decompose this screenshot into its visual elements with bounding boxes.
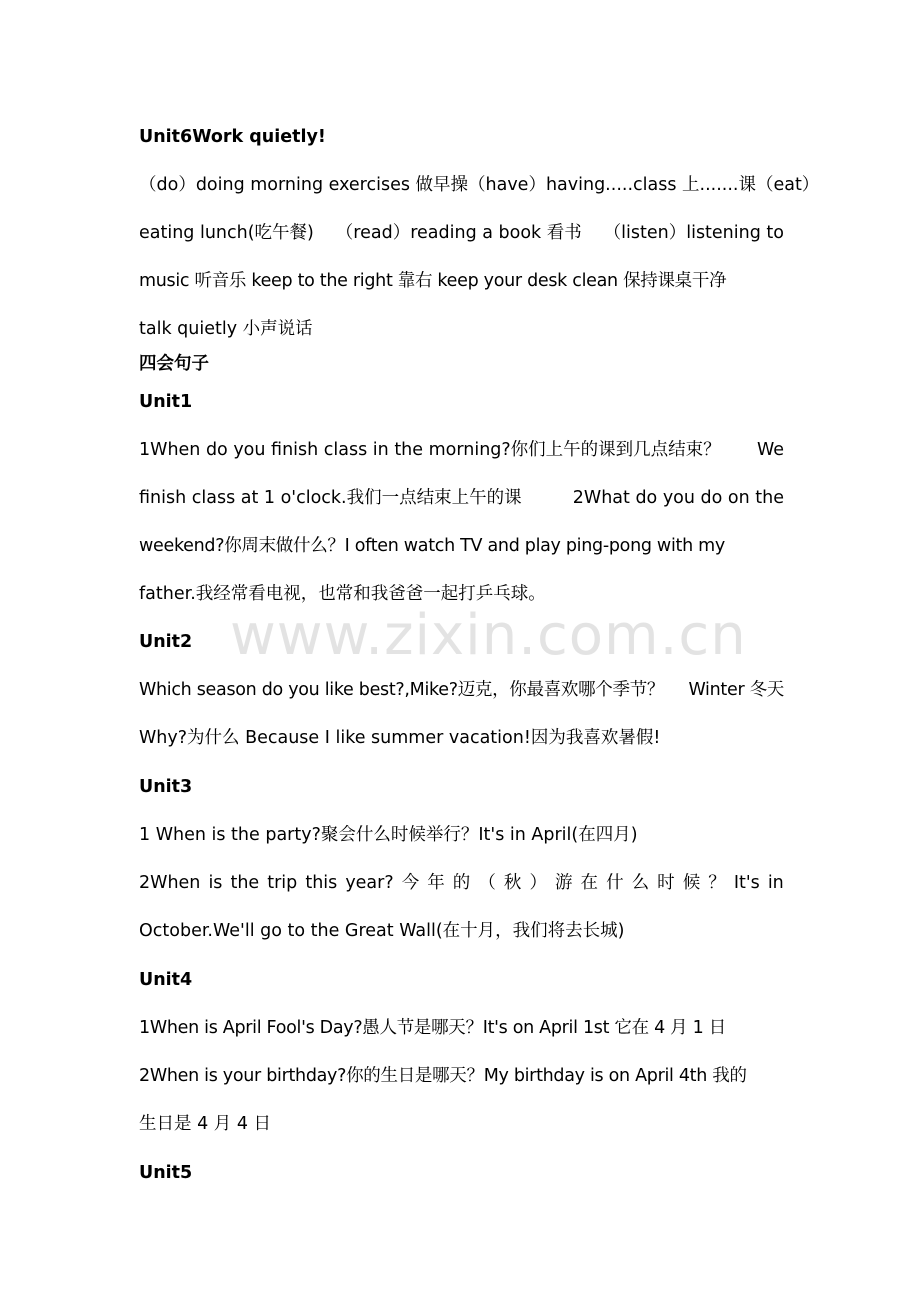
heading-unit4: Unit4 [139,970,193,990]
word: 2When [139,873,201,893]
vocab-phrase: （read）reading a book 看书 [335,223,582,243]
sentence-part: We [756,440,784,460]
word: （ [478,873,496,893]
heading-unit2: Unit2 [139,632,193,652]
vocab-line-3: music 听音乐 keep to the right 靠右 keep your desk clean 保持课桌干净 [139,271,727,291]
sentence-part: finish class at 1 o'clock.我们一点结束上午的课 [139,488,522,508]
sentence-line [139,679,784,701]
word: the [230,873,260,893]
vocab-line-2 [139,222,784,244]
heading-unit6: Unit6Work quietly! [139,127,326,147]
sentence-line [139,439,784,461]
vocab-phrase: （listen）listening to [603,223,784,243]
sentence-line [139,487,784,509]
word: ？ [708,873,726,893]
sentence-part: 1When do you finish class in the morning?你们上午的课到几点结束？ [139,440,721,460]
sentence-line: 生日是 4 月 4 日 [139,1114,272,1134]
vocab-phrase: （eat） [755,175,820,195]
word: ） [529,873,547,893]
sentence-line: father.我经常看电视，也常和我爸爸一起打乒乓球。 [139,584,546,604]
vocab-line-1 [139,174,820,196]
sentence-line: weekend?你周末做什么？I often watch TV and play ping-pong with my [139,536,725,556]
sentence-line: Why?为什么 Because I like summer vacation!因为我喜欢暑假! [139,728,661,748]
heading-unit5: Unit5 [139,1163,193,1183]
word: in [767,873,784,893]
word: year? [345,873,394,893]
sentence-part: Which season do you like best?,Mike?迈克，你最喜欢哪个季节？ [139,680,665,700]
sentence-line-justified [139,872,784,894]
word: this [305,873,338,893]
word: is [208,873,223,893]
sentence-line: October.We'll go to the Great Wall(在十月，我们将去长城) [139,921,625,941]
sentence-line: 1When is April Fool's Day?愚人节是哪天？It's on April 1st 它在 4 月 1 日 [139,1018,726,1038]
word: 的 [452,873,471,893]
word: 在 [580,873,599,893]
word: 秋 [503,873,522,893]
vocab-phrase: eating lunch(吃午餐) [139,223,314,243]
watermark: www.zixin.com.cn [230,603,747,668]
heading-unit3: Unit3 [139,777,193,797]
vocab-phrase: （do）doing morning exercises 做早操 [139,175,469,195]
sentence-part: 2What do you do on the [572,488,784,508]
word: 什 [606,873,624,893]
vocab-phrase: （have）having.....class 上.......课 [468,175,756,195]
word: It's [733,873,760,893]
word: 年 [427,873,445,893]
heading-unit1: Unit1 [139,392,193,412]
word: 时 [657,873,675,893]
word: 今 [401,873,420,893]
sentence-part: Winter 冬天 [688,680,784,700]
word: 么 [631,873,650,893]
sentence-line: 2When is your birthday?你的生日是哪天？My birthday is on April 4th 我的 [139,1066,747,1086]
word: 游 [554,873,573,893]
sentence-line: 1 When is the party?聚会什么时候举行？It's in April(在四月) [139,825,638,845]
word: 候 [682,873,701,893]
section-heading: 四会句子 [139,354,209,374]
vocab-line-4: talk quietly 小声说话 [139,319,313,339]
word: trip [267,873,298,893]
